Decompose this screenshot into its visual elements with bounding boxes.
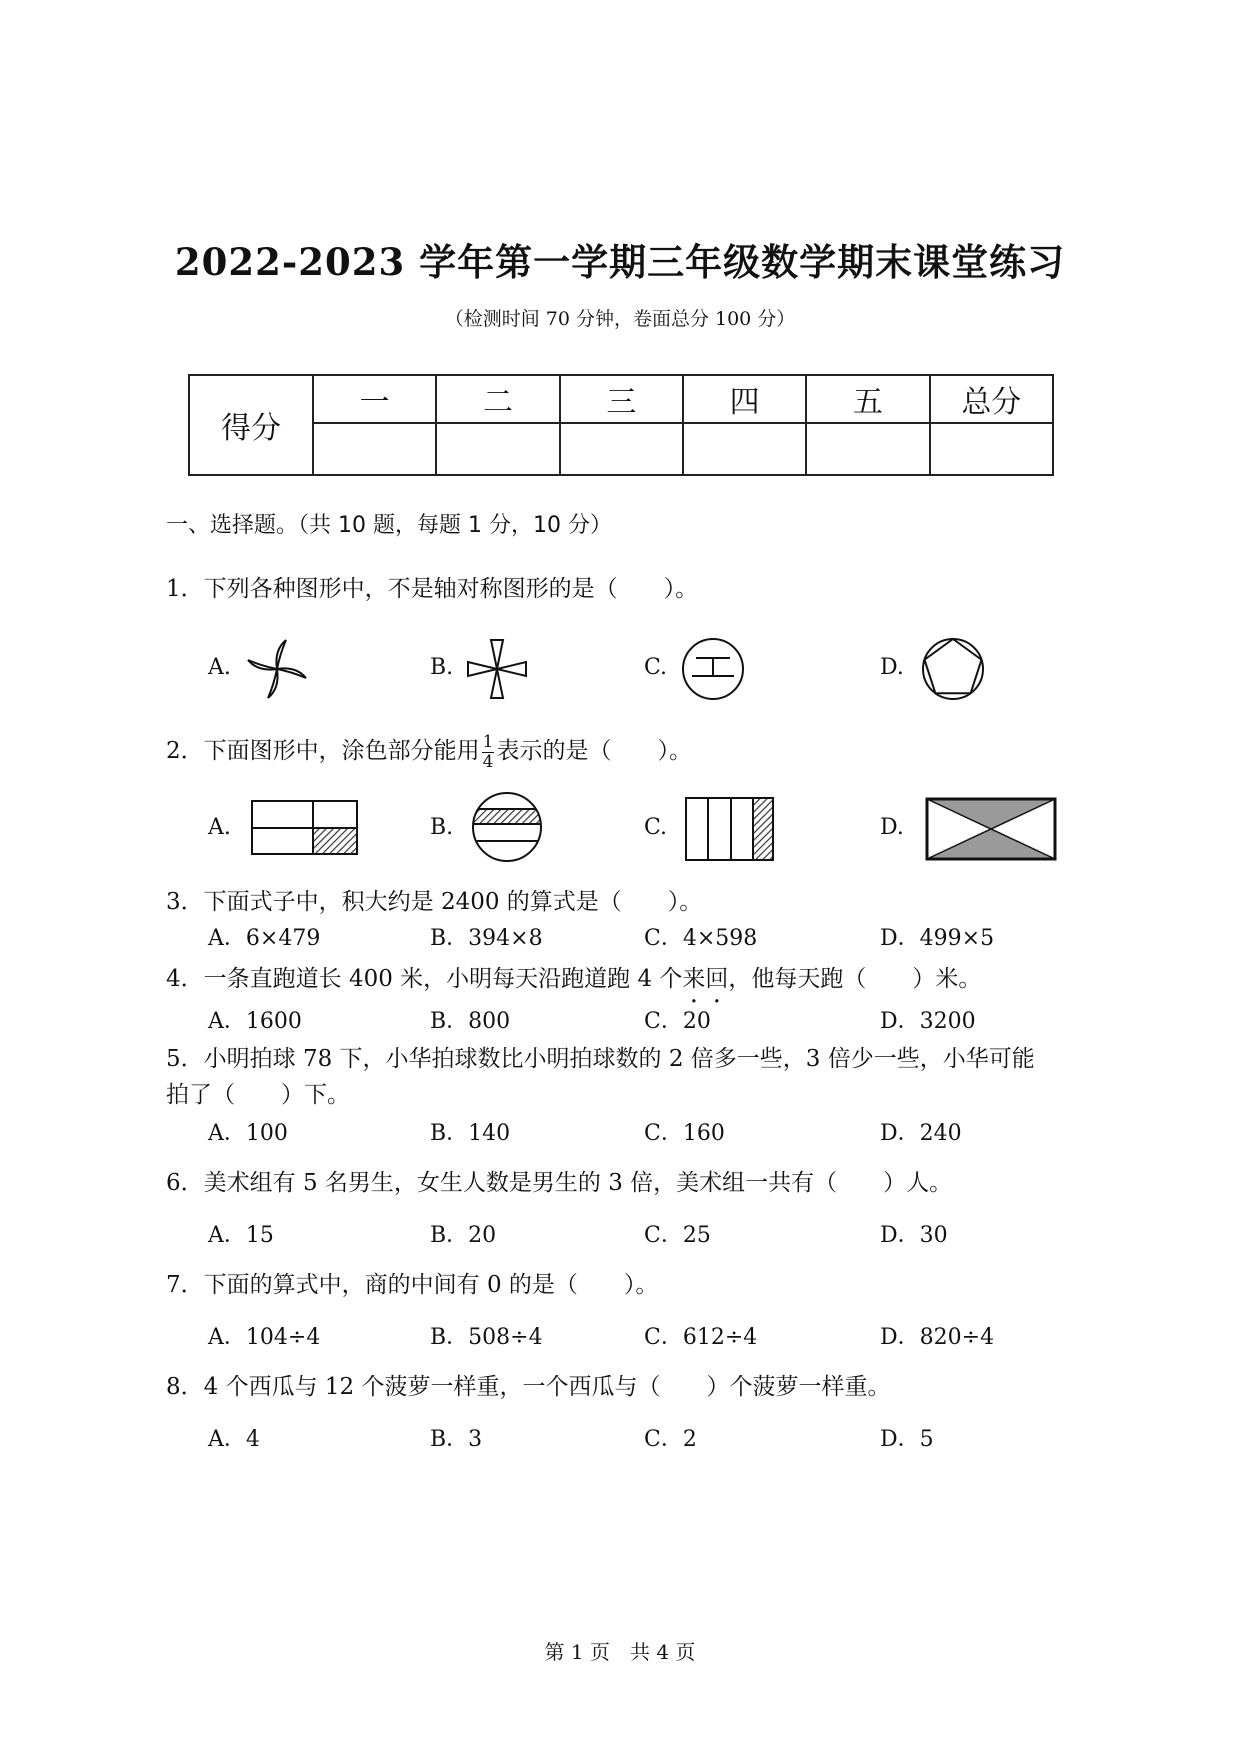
question-3: 3．下面式子中，积大约是 2400 的算式是（ ）。 bbox=[166, 889, 703, 915]
q2-suffix: 表示的是（ ）。 bbox=[496, 738, 692, 764]
score-header-total: 总分 bbox=[930, 375, 1053, 423]
circle-glyph-icon bbox=[680, 636, 746, 702]
q5-option-a[interactable]: A．100 bbox=[208, 1121, 288, 1146]
score-header-1: 一 bbox=[313, 375, 436, 423]
q8-option-d[interactable]: D．5 bbox=[880, 1427, 934, 1452]
question-6: 6．美术组有 5 名男生，女生人数是男生的 3 倍，美术组一共有（ ）人。 bbox=[166, 1170, 953, 1196]
score-cell-total[interactable] bbox=[930, 423, 1053, 475]
q2-label-a: A. bbox=[208, 815, 231, 840]
q4-option-b[interactable]: B．800 bbox=[430, 1009, 511, 1034]
shaded-rectangle-c bbox=[684, 796, 776, 862]
q2-label-c: C. bbox=[644, 815, 668, 840]
question-5-line-2: 拍了（ ）下。 bbox=[166, 1082, 350, 1108]
score-cell-1[interactable] bbox=[313, 423, 436, 475]
page-footer: 第 1 页 共 4 页 bbox=[544, 1640, 696, 1664]
score-cell-5[interactable] bbox=[806, 423, 929, 475]
q5-option-b[interactable]: B．140 bbox=[430, 1121, 511, 1146]
q6-option-c[interactable]: C．25 bbox=[644, 1223, 711, 1248]
fraction-denominator: 4 bbox=[482, 751, 494, 772]
q1-label-d: D. bbox=[880, 655, 904, 680]
q8-option-a[interactable]: A．4 bbox=[208, 1427, 260, 1452]
bowtie-icon bbox=[466, 638, 528, 700]
q3-option-b[interactable]: B．394×8 bbox=[430, 926, 543, 951]
q4-option-d[interactable]: D．3200 bbox=[880, 1009, 976, 1034]
q2-label-d: D. bbox=[880, 815, 904, 840]
score-cell-3[interactable] bbox=[560, 423, 683, 475]
shaded-rectangle-d bbox=[924, 796, 1058, 862]
q4-emphasis-hui: 回 bbox=[705, 966, 729, 992]
score-table bbox=[188, 374, 1054, 476]
q4-emphasis-lai: 来 bbox=[682, 966, 706, 992]
q1-label-b: B. bbox=[430, 655, 454, 680]
exam-subtitle: （检测时间 70 分钟，卷面总分 100 分） bbox=[444, 308, 796, 330]
q6-option-d[interactable]: D．30 bbox=[880, 1223, 948, 1248]
fraction-one-quarter bbox=[482, 733, 495, 772]
question-7: 7．下面的算式中，商的中间有 0 的是（ ）。 bbox=[166, 1272, 659, 1298]
q5-option-c[interactable]: C．160 bbox=[644, 1121, 725, 1146]
score-header-2: 二 bbox=[436, 375, 559, 423]
score-cell-4[interactable] bbox=[683, 423, 806, 475]
question-4 bbox=[166, 960, 981, 993]
score-header-3: 三 bbox=[560, 375, 683, 423]
score-header-4: 四 bbox=[683, 375, 806, 423]
q7-option-b[interactable]: B．508÷4 bbox=[430, 1325, 543, 1350]
q8-option-b[interactable]: B．3 bbox=[430, 1427, 483, 1452]
q7-option-a[interactable]: A．104÷4 bbox=[208, 1325, 321, 1350]
q3-option-c[interactable]: C．4×598 bbox=[644, 926, 758, 951]
q3-option-d[interactable]: D．499×5 bbox=[880, 926, 995, 951]
q8-option-c[interactable]: C．2 bbox=[644, 1427, 697, 1452]
question-2 bbox=[166, 732, 692, 772]
q7-option-c[interactable]: C．612÷4 bbox=[644, 1325, 758, 1350]
pentagon-in-circle-icon bbox=[920, 636, 986, 702]
shaded-circle-b bbox=[470, 790, 544, 864]
q5-option-d[interactable]: D．240 bbox=[880, 1121, 962, 1146]
shaded-rectangle-a bbox=[250, 798, 360, 856]
question-1: 1．下列各种图形中，不是轴对称图形的是（ ）。 bbox=[166, 576, 699, 602]
pinwheel-icon bbox=[244, 636, 310, 702]
score-cell-2[interactable] bbox=[436, 423, 559, 475]
score-header-5: 五 bbox=[806, 375, 929, 423]
q3-option-a[interactable]: A．6×479 bbox=[208, 926, 321, 951]
q4-option-a[interactable]: A．1600 bbox=[208, 1009, 302, 1034]
question-8: 8．4 个西瓜与 12 个菠萝一样重，一个西瓜与（ ）个菠萝一样重。 bbox=[166, 1374, 891, 1400]
page-title: 2022-2023 学年第一学期三年级数学期末课堂练习 bbox=[174, 240, 1066, 284]
question-5-line-1: 5．小明拍球 78 下，小华拍球数比小明拍球数的 2 倍多一些，3 倍少一些，小华可能 bbox=[166, 1046, 1035, 1072]
q1-label-a: A. bbox=[208, 655, 231, 680]
q4-option-c[interactable]: C．20 bbox=[644, 1009, 711, 1034]
fraction-numerator: 1 bbox=[482, 731, 494, 752]
section-heading: 一、选择题。（共 10 题，每题 1 分，10 分） bbox=[166, 513, 612, 538]
q1-label-c: C. bbox=[644, 655, 668, 680]
q6-option-b[interactable]: B．20 bbox=[430, 1223, 497, 1248]
q6-option-a[interactable]: A．15 bbox=[208, 1223, 274, 1248]
score-label: 得分 bbox=[189, 375, 313, 475]
q4-text-post: ，他每天跑（ ）米。 bbox=[728, 966, 982, 992]
q2-label-b: B. bbox=[430, 815, 454, 840]
q2-prefix: 2．下面图形中，涂色部分能用 bbox=[166, 738, 480, 764]
q4-text-pre: 4．一条直跑道长 400 米，小明每天沿跑道跑 4 个 bbox=[166, 966, 683, 992]
q7-option-d[interactable]: D．820÷4 bbox=[880, 1325, 995, 1350]
